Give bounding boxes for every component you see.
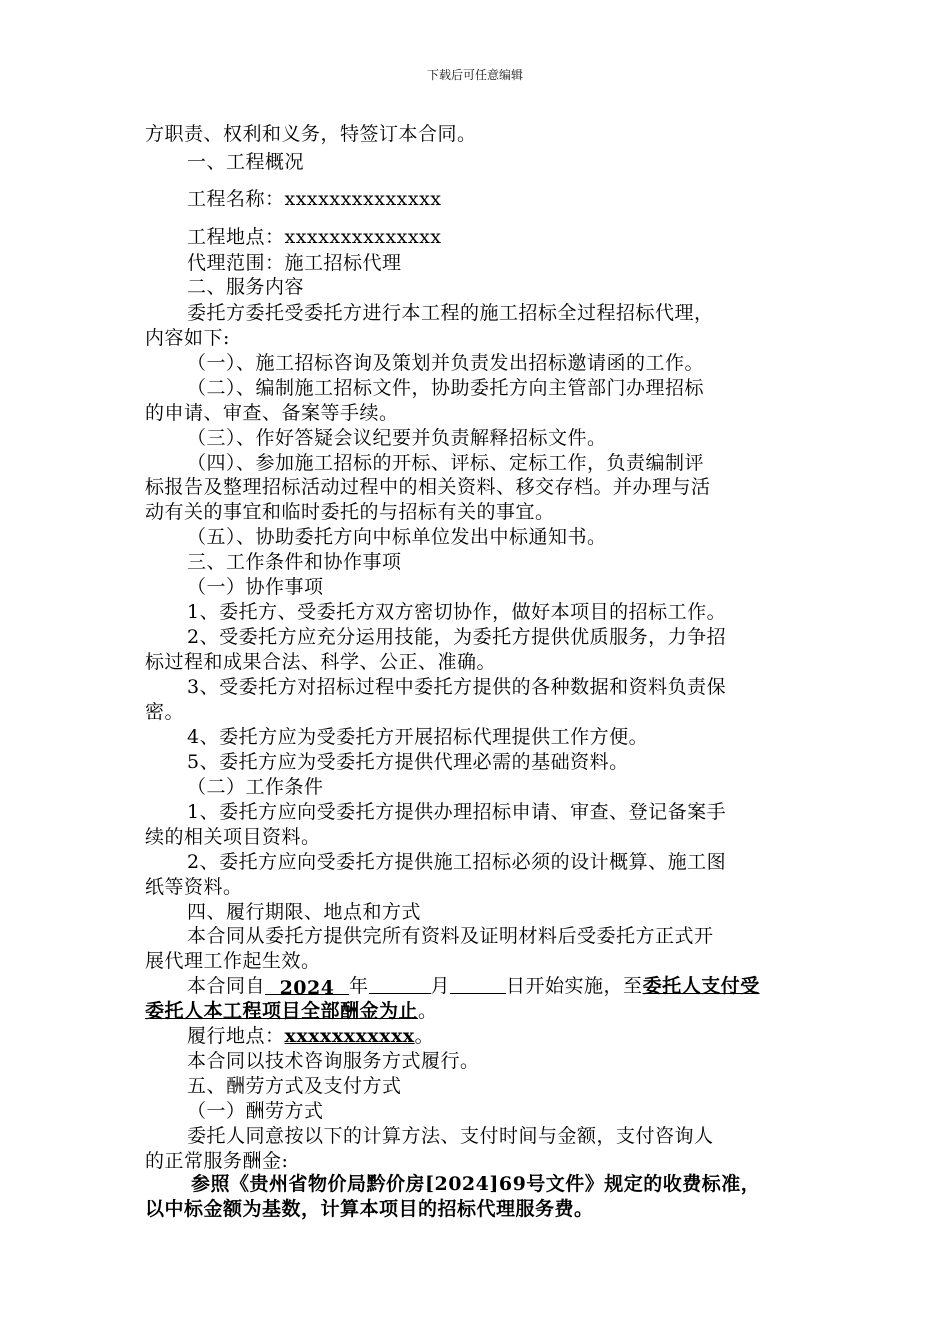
performance-location-line (187, 1024, 434, 1048)
text-line: 2、受委托方应充分运用技能，为委托方提供优质服务，力争招 (187, 626, 727, 648)
contract-term-line (187, 974, 760, 998)
text-line: 1、委托方、受委托方双方密切协作，做好本项目的招标工作。 (187, 601, 727, 623)
term-end-emphasis: 委托人支付受 (642, 975, 760, 997)
section-heading: 四、履行期限、地点和方式 (187, 901, 422, 923)
month-label: 月 (430, 975, 451, 997)
text-line: （一）、施工招标咨询及策划并负责发出招标邀请函的工作。 (187, 352, 705, 374)
text-line: （三）、作好答疑会议纪要并负责解释招标文件。 (187, 427, 607, 449)
text-line: 展代理工作起生效。 (145, 950, 321, 972)
subsection-heading: （二）工作条件 (187, 776, 324, 798)
text-line: 内容如下: (145, 327, 230, 349)
day-blank (450, 975, 506, 994)
text-line: 2、委托方应向受委托方提供施工招标必须的设计概算、施工图 (187, 851, 727, 873)
page-header: 下载后可任意编辑 (426, 68, 523, 82)
text-line: （五）、协助委托方向中标单位发出中标通知书。 (187, 526, 607, 548)
text-line: 的正常服务酬金: (145, 1150, 289, 1172)
text-line: 本合同以技术咨询服务方式履行。 (187, 1050, 480, 1072)
location-label: 履行地点： (187, 1025, 285, 1047)
day-label: 日开始实施，至 (506, 975, 643, 997)
location-value: xxxxxxxxxxx (284, 1025, 415, 1047)
text-line: 标过程和成果合法、科学、公正、准确。 (145, 651, 497, 673)
text-line: 的申请、审查、备案等手续。 (145, 402, 399, 424)
text-line: 1、委托方应向受委托方提供办理招标申请、审查、登记备案手 (187, 801, 727, 823)
agency-scope-line: 代理范围：施工招标代理 (187, 252, 402, 274)
period: 。 (418, 1000, 438, 1022)
fee-standard-line: 以中标金额为基数，计算本项目的招标代理服务费。 (145, 1198, 594, 1220)
section-heading: 二、服务内容 (187, 276, 305, 298)
text-line: 纸等资料。 (145, 876, 243, 898)
text-line: 委托人同意按以下的计算方法、支付时间与金额，支付咨询人 (187, 1125, 714, 1147)
text-line: 本合同从委托方提供完所有资料及证明材料后受委托方正式开 (187, 925, 714, 947)
section-heading: 三、工作条件和协作事项 (187, 551, 402, 573)
project-location-line: 工程地点：xxxxxxxxxxxxxx (187, 226, 442, 248)
text-line: 方职责、权利和义务，特签订本合同。 (145, 123, 477, 145)
subsection-heading: （一）酬劳方式 (187, 1100, 324, 1122)
text-line: 标报告及整理招标活动过程中的相关资料、移交存档。并办理与活 (145, 476, 711, 498)
text-line: 动有关的事宜和临时委托的与招标有关的事宜。 (145, 501, 555, 523)
year-label: 年 (349, 975, 369, 997)
text-line: 委托方委托受委托方进行本工程的施工招标全过程招标代理， (187, 302, 714, 324)
text-line: 5、委托方应为受委托方提供代理必需的基础资料。 (187, 751, 629, 773)
text-line: 4、委托方应为受委托方开展招标代理提供工作方便。 (187, 726, 649, 748)
term-prefix: 本合同自 (187, 975, 266, 997)
month-blank (369, 975, 431, 994)
text-line: 续的相关项目资料。 (145, 826, 321, 848)
section-heading: 一、工程概况 (187, 151, 305, 173)
text-line: （四）、参加施工招标的开标、评标、定标工作，负责编制评 (187, 452, 705, 474)
contract-term-line-cont (145, 999, 438, 1023)
text-line: 3、受委托方对招标过程中委托方提供的各种数据和资料负责保 (187, 676, 727, 698)
subsection-heading: （一）协作事项 (187, 576, 324, 598)
text-line: 密。 (145, 701, 185, 723)
text-line: （二）、编制施工招标文件，协助委托方向主管部门办理招标 (187, 377, 705, 399)
fee-standard-line: 参照《贵州省物价局黔价房[2024]69号文件》规定的收费标准， (191, 1173, 761, 1195)
section-heading: 五、酬劳方式及支付方式 (187, 1075, 402, 1097)
year-blank: 2024 (265, 976, 349, 995)
term-end-emphasis: 委托人本工程项目全部酬金为止 (145, 1000, 419, 1022)
project-name-line: 工程名称：xxxxxxxxxxxxxx (187, 188, 442, 210)
period: 。 (414, 1025, 435, 1047)
